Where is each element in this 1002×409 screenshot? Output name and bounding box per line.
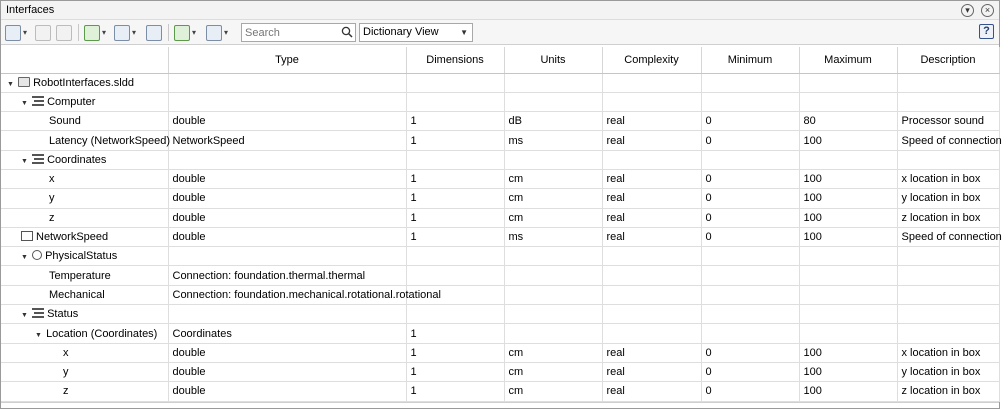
units-cell[interactable] xyxy=(504,247,602,266)
bus-icon xyxy=(32,154,44,164)
units-cell[interactable] xyxy=(504,73,602,92)
table-row[interactable] xyxy=(1,92,999,111)
table-row[interactable] xyxy=(1,343,999,362)
maximum-cell[interactable] xyxy=(799,150,897,169)
complexity-cell[interactable]: real xyxy=(602,189,701,208)
close-icon[interactable]: × xyxy=(981,4,994,17)
minimum-cell[interactable] xyxy=(701,150,799,169)
description-cell[interactable]: y location in box xyxy=(897,362,999,381)
row-name: Temperature xyxy=(49,269,111,282)
name-cell[interactable] xyxy=(1,208,168,227)
minimum-cell[interactable] xyxy=(701,92,799,111)
name-cell[interactable] xyxy=(1,169,168,188)
row-name: y xyxy=(49,192,55,205)
search-input[interactable] xyxy=(242,24,338,41)
import-button[interactable] xyxy=(84,23,106,42)
description-cell[interactable]: Processor sound xyxy=(897,112,999,131)
save-button[interactable] xyxy=(114,23,136,42)
dimensions-cell[interactable]: 1 xyxy=(406,112,504,131)
panel-title: Interfaces xyxy=(6,4,55,16)
minimum-cell[interactable]: 0 xyxy=(701,227,799,246)
units-cell[interactable] xyxy=(504,266,602,285)
units-cell[interactable] xyxy=(504,92,602,111)
dimensions-cell[interactable]: 1 xyxy=(406,324,504,343)
minimum-cell[interactable]: 0 xyxy=(701,343,799,362)
table-row[interactable] xyxy=(1,150,999,169)
table-row[interactable] xyxy=(1,362,999,381)
maximum-cell[interactable] xyxy=(799,266,897,285)
column-header[interactable]: Type xyxy=(168,47,406,73)
minimum-cell[interactable] xyxy=(701,285,799,304)
row-name: z xyxy=(63,385,69,398)
name-cell[interactable] xyxy=(1,189,168,208)
view-select[interactable] xyxy=(359,23,473,42)
maximum-cell[interactable]: 100 xyxy=(799,343,897,362)
minimum-cell[interactable] xyxy=(701,305,799,324)
units-cell[interactable] xyxy=(504,305,602,324)
description-cell[interactable]: x location in box xyxy=(897,343,999,362)
maximum-cell[interactable]: 100 xyxy=(799,362,897,381)
layout-button[interactable] xyxy=(206,23,228,42)
table-row[interactable] xyxy=(1,131,999,150)
complexity-cell[interactable] xyxy=(602,285,701,304)
column-header[interactable]: Maximum xyxy=(799,47,897,73)
type-cell[interactable]: NetworkSpeed xyxy=(168,131,406,150)
name-cell[interactable] xyxy=(1,150,168,169)
type-cell[interactable] xyxy=(168,92,406,111)
dimensions-cell[interactable]: 1 xyxy=(406,189,504,208)
toolbar-separator xyxy=(78,24,79,41)
complexity-cell[interactable]: real xyxy=(602,362,701,381)
maximum-cell[interactable]: 100 xyxy=(799,227,897,246)
bus-icon xyxy=(32,308,44,318)
view-select-value: Dictionary View xyxy=(363,26,439,38)
toolbar xyxy=(1,20,999,45)
description-cell[interactable] xyxy=(897,285,999,304)
dimensions-cell[interactable]: 1 xyxy=(406,169,504,188)
bus-icon xyxy=(32,96,44,106)
units-cell[interactable] xyxy=(504,150,602,169)
complexity-cell[interactable] xyxy=(602,324,701,343)
table-row[interactable] xyxy=(1,247,999,266)
minimum-cell[interactable]: 0 xyxy=(701,208,799,227)
name-cell[interactable] xyxy=(1,247,168,266)
row-name: Sound xyxy=(49,115,81,128)
column-header[interactable]: Minimum xyxy=(701,47,799,73)
row-name: Coordinates xyxy=(47,153,107,166)
type-cell[interactable] xyxy=(168,73,406,92)
dropdown-arrow-icon: ▾ xyxy=(132,28,137,37)
table-row[interactable] xyxy=(1,227,999,246)
complexity-cell[interactable]: real xyxy=(602,227,701,246)
minimum-cell[interactable] xyxy=(701,247,799,266)
description-cell[interactable]: Speed of connection xyxy=(897,227,999,246)
minimum-cell[interactable]: 0 xyxy=(701,382,799,401)
expand-toggle-icon[interactable]: ▼ xyxy=(21,157,28,165)
name-cell[interactable] xyxy=(1,324,168,343)
search-box[interactable] xyxy=(241,23,356,42)
units-cell[interactable]: cm xyxy=(504,362,602,381)
expand-toggle-icon[interactable]: ▼ xyxy=(21,99,28,107)
dropdown-arrow-icon: ▾ xyxy=(192,28,197,37)
maximum-cell[interactable] xyxy=(799,324,897,343)
description-cell[interactable]: z location in box xyxy=(897,208,999,227)
toolbar-separator xyxy=(168,24,169,41)
dimensions-cell[interactable] xyxy=(406,305,504,324)
maximum-cell[interactable] xyxy=(799,73,897,92)
minimum-cell[interactable]: 0 xyxy=(701,189,799,208)
open-editor-button[interactable] xyxy=(146,23,162,42)
name-cell[interactable] xyxy=(1,92,168,111)
dropdown-arrow-icon: ▾ xyxy=(224,28,229,37)
units-cell[interactable]: cm xyxy=(504,208,602,227)
maximum-cell[interactable]: 100 xyxy=(799,382,897,401)
column-header[interactable]: Description xyxy=(897,47,999,73)
maximum-cell[interactable] xyxy=(799,305,897,324)
maximum-cell[interactable]: 80 xyxy=(799,112,897,131)
dimensions-cell[interactable] xyxy=(406,247,504,266)
type-cell[interactable] xyxy=(168,247,406,266)
description-cell[interactable]: x location in box xyxy=(897,169,999,188)
table-bottom-border xyxy=(1,402,999,403)
layout-icon xyxy=(206,25,222,41)
minimum-cell[interactable] xyxy=(701,73,799,92)
dimensions-cell[interactable] xyxy=(406,92,504,111)
type-cell[interactable]: double xyxy=(168,169,406,188)
row-name: Latency (NetworkSpeed) xyxy=(49,134,171,147)
dimensions-cell[interactable]: 1 xyxy=(406,343,504,362)
row-name: x xyxy=(63,346,69,359)
row-name: Status xyxy=(47,308,79,321)
complexity-cell[interactable]: real xyxy=(602,131,701,150)
table-row[interactable] xyxy=(1,73,999,92)
table-row[interactable] xyxy=(1,382,999,401)
description-cell[interactable] xyxy=(897,324,999,343)
complexity-cell[interactable] xyxy=(602,247,701,266)
table-row[interactable] xyxy=(1,266,999,285)
minimum-cell[interactable]: 0 xyxy=(701,169,799,188)
name-cell[interactable] xyxy=(1,343,168,362)
units-cell[interactable]: cm xyxy=(504,189,602,208)
add-interface-icon xyxy=(5,25,21,41)
name-cell[interactable] xyxy=(1,362,168,381)
maximum-cell[interactable] xyxy=(799,285,897,304)
dropdown-arrow-icon: ▾ xyxy=(23,28,28,37)
units-cell[interactable] xyxy=(504,324,602,343)
row-name: z xyxy=(49,211,55,224)
name-cell[interactable] xyxy=(1,227,168,246)
expand-toggle-icon[interactable]: ▼ xyxy=(21,254,28,262)
complexity-cell[interactable] xyxy=(602,266,701,285)
units-cell[interactable]: cm xyxy=(504,169,602,188)
units-cell[interactable]: ms xyxy=(504,131,602,150)
save-icon xyxy=(114,25,130,41)
delete-icon xyxy=(56,25,72,41)
type-cell[interactable]: Coordinates xyxy=(168,324,406,343)
delete-button[interactable] xyxy=(56,23,72,42)
name-cell[interactable] xyxy=(1,382,168,401)
type-cell[interactable]: Connection: foundation.thermal.thermal xyxy=(168,266,406,285)
maximum-cell[interactable] xyxy=(799,92,897,111)
name-cell[interactable] xyxy=(1,112,168,131)
dictionary-icon xyxy=(18,77,30,87)
dropdown-arrow-icon: ▾ xyxy=(102,28,107,37)
collapse-icon[interactable]: ▾ xyxy=(961,4,974,17)
type-cell[interactable]: double xyxy=(168,343,406,362)
units-cell[interactable]: dB xyxy=(504,112,602,131)
minimum-cell[interactable]: 0 xyxy=(701,362,799,381)
maximum-cell[interactable]: 100 xyxy=(799,189,897,208)
description-cell[interactable]: Speed of connection xyxy=(897,131,999,150)
complexity-cell[interactable] xyxy=(602,73,701,92)
table-row[interactable] xyxy=(1,324,999,343)
type-cell[interactable]: double xyxy=(168,362,406,381)
row-name: NetworkSpeed xyxy=(36,231,109,244)
type-cell[interactable]: double xyxy=(168,189,406,208)
table-row[interactable] xyxy=(1,112,999,131)
complexity-cell[interactable]: real xyxy=(602,343,701,362)
open-editor-icon xyxy=(146,25,162,41)
name-cell[interactable] xyxy=(1,266,168,285)
table-row[interactable] xyxy=(1,285,999,304)
interfaces-table xyxy=(1,47,1000,402)
table-row[interactable] xyxy=(1,305,999,324)
minimum-cell[interactable] xyxy=(701,266,799,285)
row-name: Computer xyxy=(47,95,96,108)
expand-toggle-icon[interactable]: ▼ xyxy=(21,312,28,320)
alias-icon xyxy=(21,231,33,241)
add-element-icon xyxy=(35,25,51,41)
type-cell[interactable] xyxy=(168,150,406,169)
name-cell[interactable] xyxy=(1,131,171,150)
dimensions-cell[interactable]: 1 xyxy=(406,208,504,227)
title-bar xyxy=(1,1,999,20)
row-name: PhysicalStatus xyxy=(45,250,118,263)
expand-toggle-icon[interactable]: ▼ xyxy=(35,331,42,339)
units-cell[interactable]: cm xyxy=(504,343,602,362)
description-cell[interactable]: z location in box xyxy=(897,382,999,401)
table-row[interactable] xyxy=(1,169,999,188)
search-icon[interactable] xyxy=(341,26,353,38)
description-cell[interactable] xyxy=(897,150,999,169)
description-cell[interactable] xyxy=(897,73,999,92)
description-cell[interactable]: y location in box xyxy=(897,189,999,208)
name-cell[interactable] xyxy=(1,285,168,304)
column-header[interactable]: Dimensions xyxy=(406,47,504,73)
type-cell[interactable]: Connection: foundation.mechanical.rotational.rotational xyxy=(168,285,406,304)
complexity-cell[interactable] xyxy=(602,305,701,324)
column-header[interactable] xyxy=(1,47,168,73)
table-row[interactable] xyxy=(1,189,999,208)
row-name: x xyxy=(49,173,55,186)
minimum-cell[interactable] xyxy=(701,324,799,343)
type-cell[interactable]: double xyxy=(168,112,406,131)
maximum-cell[interactable]: 100 xyxy=(799,131,897,150)
row-name: y xyxy=(63,366,69,379)
dimensions-cell[interactable] xyxy=(406,150,504,169)
complexity-cell[interactable]: real xyxy=(602,169,701,188)
description-cell[interactable] xyxy=(897,92,999,111)
complexity-cell[interactable]: real xyxy=(602,208,701,227)
description-cell[interactable] xyxy=(897,305,999,324)
column-header[interactable]: Units xyxy=(504,47,602,73)
row-name: Location (Coordinates) xyxy=(46,327,158,340)
add-element-button[interactable] xyxy=(35,23,51,42)
table-row[interactable] xyxy=(1,208,999,227)
chevron-down-icon: ▼ xyxy=(460,28,468,37)
maximum-cell[interactable]: 100 xyxy=(799,208,897,227)
type-cell[interactable]: double xyxy=(168,227,406,246)
complexity-cell[interactable]: real xyxy=(602,382,701,401)
complexity-cell[interactable] xyxy=(602,150,701,169)
maximum-cell[interactable]: 100 xyxy=(799,169,897,188)
minimum-cell[interactable]: 0 xyxy=(701,131,799,150)
help-button[interactable]: ? xyxy=(979,24,994,39)
description-cell[interactable] xyxy=(897,247,999,266)
complexity-cell[interactable] xyxy=(602,92,701,111)
dimensions-cell[interactable]: 1 xyxy=(406,382,504,401)
dimensions-cell[interactable]: 1 xyxy=(406,227,504,246)
dimensions-cell[interactable]: 1 xyxy=(406,362,504,381)
type-cell[interactable]: double xyxy=(168,208,406,227)
dimensions-cell[interactable] xyxy=(406,266,504,285)
link-icon xyxy=(174,25,190,41)
row-name: Mechanical xyxy=(49,288,105,301)
units-cell[interactable] xyxy=(504,285,602,304)
type-cell[interactable]: double xyxy=(168,382,406,401)
complexity-cell[interactable]: real xyxy=(602,112,701,131)
link-button[interactable] xyxy=(174,23,196,42)
dimensions-cell[interactable] xyxy=(406,73,504,92)
units-cell[interactable]: cm xyxy=(504,382,602,401)
header-row xyxy=(1,47,999,73)
expand-toggle-icon[interactable]: ▼ xyxy=(7,80,14,88)
name-cell[interactable] xyxy=(1,73,168,92)
column-header[interactable]: Complexity xyxy=(602,47,701,73)
maximum-cell[interactable] xyxy=(799,247,897,266)
minimum-cell[interactable]: 0 xyxy=(701,112,799,131)
add-interface-button[interactable] xyxy=(5,23,27,42)
connection-icon xyxy=(32,250,42,260)
type-cell[interactable] xyxy=(168,305,406,324)
description-cell[interactable] xyxy=(897,266,999,285)
name-cell[interactable] xyxy=(1,305,168,324)
import-icon xyxy=(84,25,100,41)
row-name: RobotInterfaces.sldd xyxy=(33,76,134,89)
dimensions-cell[interactable]: 1 xyxy=(406,131,504,150)
units-cell[interactable]: ms xyxy=(504,227,602,246)
